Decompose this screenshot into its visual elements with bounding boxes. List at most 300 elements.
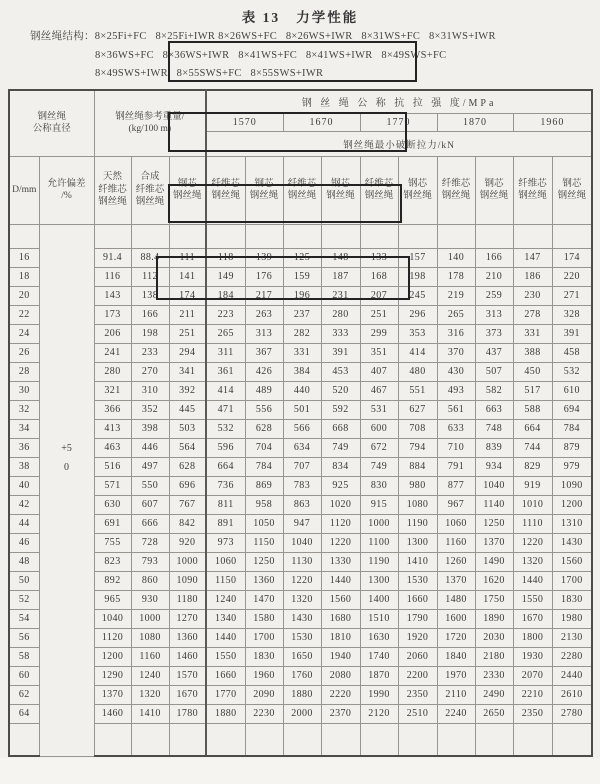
value-cell: 628 [245,419,283,438]
value-cell: 480 [398,362,437,381]
value-cell: 1160 [437,533,475,552]
value-cell: 280 [321,305,360,324]
value-cell: 2080 [321,666,360,685]
spacer-cell [360,224,398,248]
value-cell: 1320 [283,590,321,609]
filler-cell [169,723,206,756]
diameter-value: 34 [9,419,39,438]
value-cell: 219 [437,286,475,305]
value-cell: 1940 [321,647,360,666]
value-cell: 2220 [321,685,360,704]
value-cell: 331 [283,343,321,362]
structure-line-3: 8×49SWS+IWR 8×55SWS+FC 8×55SWS+IWR [95,68,324,79]
value-cell: 211 [169,305,206,324]
value-cell: 830 [360,476,398,495]
value-cell: 299 [360,324,398,343]
value-cell: 1720 [437,628,475,647]
annotation-box-structure [168,41,417,82]
value-cell: 1250 [475,514,513,533]
value-cell: 231 [321,286,360,305]
value-cell: 91.4 [94,248,131,267]
value-cell: 728 [131,533,169,552]
col-synthetic-fiber-core: 合成 纤维芯 钢丝绳 [131,156,169,224]
value-cell: 111 [169,248,206,267]
value-cell: 1040 [475,476,513,495]
value-cell: 407 [360,362,398,381]
diameter-value: 48 [9,552,39,571]
deviation-value: 0 [64,462,69,473]
diameter-value: 64 [9,704,39,723]
value-cell: 1960 [245,666,283,685]
filler-cell [206,723,245,756]
value-cell: 663 [475,400,513,419]
deviation-cell [39,224,94,756]
value-cell: 1250 [245,552,283,571]
diameter-value: 18 [9,267,39,286]
structure-line-2: 8×36WS+FC 8×36WS+IWR 8×41WS+FC 8×41WS+IWR 8×49SWS+FC [95,49,447,61]
value-cell: 259 [475,286,513,305]
structure-line-1: 钢丝绳结构：8×25Fi+FC 8×25Fi+IWR 8×26WS+FC 8×26WS+IWR 8×31WS+FC 8×31WS+IWR [30,31,496,42]
diameter-value: 24 [9,324,39,343]
value-cell: 1920 [398,628,437,647]
diameter-value: 54 [9,609,39,628]
value-cell: 566 [283,419,321,438]
value-cell: 1130 [283,552,321,571]
value-cell: 168 [360,267,398,286]
spacer-cell [206,224,245,248]
value-cell: 1320 [131,685,169,704]
col-deviation: 允许偏差 /% [39,156,94,224]
value-cell: 920 [169,533,206,552]
value-cell: 600 [360,419,398,438]
value-cell: 147 [513,248,552,267]
value-cell: 414 [398,343,437,362]
value-cell: 207 [360,286,398,305]
table-row-d34 [9,419,592,438]
value-cell: 915 [360,495,398,514]
table-row-d46 [9,533,592,552]
col-steel-core-1770: 钢芯 钢丝绳 [398,156,437,224]
value-cell: 1190 [360,552,398,571]
value-cell: 1090 [552,476,592,495]
value-cell: 1110 [513,514,552,533]
value-cell: 2370 [321,704,360,723]
value-cell: 892 [94,571,131,590]
value-cell: 198 [131,324,169,343]
page-title: 表 13 力学性能 [241,10,359,25]
value-cell: 316 [437,324,475,343]
value-cell: 842 [169,514,206,533]
value-cell: 1010 [513,495,552,514]
value-cell: 1060 [206,552,245,571]
value-cell: 561 [437,400,475,419]
page-bottom-margin [0,758,600,784]
value-cell: 458 [552,343,592,362]
value-cell: 571 [94,476,131,495]
value-cell: 278 [513,305,552,324]
value-cell: 1830 [245,647,283,666]
value-cell: 2280 [552,647,592,666]
col-steel-core-1570: 钢芯 钢丝绳 [245,156,283,224]
value-cell: 251 [360,305,398,324]
value-cell: 1600 [437,609,475,628]
value-cell: 860 [131,571,169,590]
value-cell: 1460 [169,647,206,666]
value-cell: 925 [321,476,360,495]
value-cell: 263 [245,305,283,324]
value-cell: 198 [398,267,437,286]
table-row-d38 [9,457,592,476]
value-cell: 947 [283,514,321,533]
value-cell: 696 [169,476,206,495]
value-cell: 1660 [398,590,437,609]
value-cell: 141 [169,267,206,286]
value-cell: 627 [398,400,437,419]
table-row-d26 [9,343,592,362]
value-cell: 1970 [437,666,475,685]
annotation-box-rows-16-20 [156,256,410,300]
value-cell: 1630 [360,628,398,647]
filler-cell [131,723,169,756]
col-steel-core-weight: 钢芯 钢丝绳 [169,156,206,224]
value-cell: 607 [131,495,169,514]
diameter-value: 46 [9,533,39,552]
value-cell: 1120 [94,628,131,647]
value-cell: 967 [437,495,475,514]
value-cell: 634 [283,438,321,457]
value-cell: 493 [437,381,475,400]
value-cell: 1510 [360,609,398,628]
value-cell: 391 [321,343,360,362]
value-cell: 271 [552,286,592,305]
annotation-box-grades [168,112,407,152]
diameter-value: 28 [9,362,39,381]
table-row-d64 [9,704,592,723]
value-cell: 2230 [245,704,283,723]
value-cell: 980 [398,476,437,495]
spacer-cell [437,224,475,248]
value-cell: 176 [245,267,283,286]
value-cell: 463 [94,438,131,457]
value-cell: 1150 [206,571,245,590]
value-cell: 1340 [206,609,245,628]
value-cell: 310 [131,381,169,400]
value-cell: 1220 [321,533,360,552]
value-cell: 2210 [513,685,552,704]
value-cell: 2240 [437,704,475,723]
value-cell: 979 [552,457,592,476]
value-cell: 186 [513,267,552,286]
value-cell: 497 [131,457,169,476]
value-cell: 965 [94,590,131,609]
table-row-d50 [9,571,592,590]
value-cell: 166 [475,248,513,267]
value-cell: 413 [94,419,131,438]
value-cell: 784 [552,419,592,438]
value-cell: 1360 [245,571,283,590]
value-cell: 1000 [360,514,398,533]
value-cell: 839 [475,438,513,457]
value-cell: 373 [475,324,513,343]
filler-cell [245,723,283,756]
value-cell: 877 [437,476,475,495]
value-cell: 551 [398,381,437,400]
value-cell: 507 [475,362,513,381]
value-cell: 793 [131,552,169,571]
value-cell: 1430 [552,533,592,552]
value-cell: 1480 [437,590,475,609]
value-cell: 351 [360,343,398,362]
value-cell: 1670 [513,609,552,628]
value-cell: 1790 [398,609,437,628]
spacer-row [9,224,592,248]
value-cell: 596 [206,438,245,457]
filler-cell [475,723,513,756]
value-cell: 265 [437,305,475,324]
value-cell: 1580 [245,609,283,628]
grade-1960: 1960 [513,113,592,131]
value-cell: 668 [321,419,360,438]
value-cell: 1770 [206,685,245,704]
value-cell: 582 [475,381,513,400]
table-row-d54 [9,609,592,628]
value-cell: 1570 [169,666,206,685]
value-cell: 223 [206,305,245,324]
value-cell: 245 [398,286,437,305]
value-cell: 1650 [283,647,321,666]
value-cell: 891 [206,514,245,533]
value-cell: 333 [321,324,360,343]
value-cell: 352 [131,400,169,419]
value-cell: 196 [283,286,321,305]
table-row-d32 [9,400,592,419]
value-cell: 1810 [321,628,360,647]
value-cell: 628 [169,457,206,476]
value-cell: 1020 [321,495,360,514]
value-cell: 1160 [131,647,169,666]
value-cell: 1550 [206,647,245,666]
value-cell: 1140 [475,495,513,514]
value-cell: 2180 [475,647,513,666]
value-cell: 1550 [513,590,552,609]
value-cell: 1200 [552,495,592,514]
value-cell: 749 [321,438,360,457]
value-cell: 321 [94,381,131,400]
value-cell: 791 [437,457,475,476]
value-cell: 139 [245,248,283,267]
value-cell: 736 [206,476,245,495]
value-cell: 1190 [398,514,437,533]
value-cell: 414 [206,381,245,400]
value-cell: 446 [131,438,169,457]
value-cell: 133 [360,248,398,267]
value-cell: 2610 [552,685,592,704]
value-cell: 270 [131,362,169,381]
value-cell: 450 [513,362,552,381]
value-cell: 783 [283,476,321,495]
value-cell: 388 [513,343,552,362]
value-cell: 704 [245,438,283,457]
value-cell: 265 [206,324,245,343]
value-cell: 220 [552,267,592,286]
diameter-value: 50 [9,571,39,590]
value-cell: 1060 [437,514,475,533]
value-cell: 398 [131,419,169,438]
value-cell: 437 [475,343,513,362]
diameter-value: 40 [9,476,39,495]
col-fiber-core-1960: 纤维芯 钢丝绳 [513,156,552,224]
value-cell: 1430 [283,609,321,628]
diameter-value: 30 [9,381,39,400]
diameter-value: 52 [9,590,39,609]
value-cell: 517 [513,381,552,400]
value-cell: 241 [94,343,131,362]
value-cell: 691 [94,514,131,533]
col-steel-core-1960: 钢芯 钢丝绳 [552,156,592,224]
value-cell: 1460 [94,704,131,723]
value-cell: 143 [94,286,131,305]
value-cell: 296 [398,305,437,324]
value-cell: 311 [206,343,245,362]
spacer-cell [552,224,592,248]
value-cell: 588 [513,400,552,419]
weight-header: 钢丝绳参考重量/ (kg/100 m) [94,90,206,156]
value-cell: 823 [94,552,131,571]
value-cell: 811 [206,495,245,514]
tensile-strength-header: 钢 丝 绳 公 称 抗 拉 强 度/MPa [206,90,592,113]
value-cell: 1000 [131,609,169,628]
value-cell: 280 [94,362,131,381]
value-cell: 361 [206,362,245,381]
value-cell: 863 [283,495,321,514]
value-cell: 294 [169,343,206,362]
value-cell: 2030 [475,628,513,647]
value-cell: 2440 [552,666,592,685]
table-row-d60 [9,666,592,685]
value-cell: 2060 [398,647,437,666]
value-cell: 1560 [552,552,592,571]
value-cell: 710 [437,438,475,457]
value-cell: 767 [169,495,206,514]
value-cell: 672 [360,438,398,457]
value-cell: 1370 [437,571,475,590]
filler-cell [398,723,437,756]
value-cell: 1490 [475,552,513,571]
table-row-d28 [9,362,592,381]
value-cell: 426 [245,362,283,381]
value-cell: 282 [283,324,321,343]
filler-cell [9,723,39,756]
value-cell: 749 [360,457,398,476]
diameter-value: 58 [9,647,39,666]
value-cell: 1050 [245,514,283,533]
value-cell: 1530 [283,628,321,647]
value-cell: 140 [437,248,475,267]
value-cell: 1740 [360,647,398,666]
value-cell: 116 [94,267,131,286]
value-cell: 930 [131,590,169,609]
filler-cell [321,723,360,756]
value-cell: 118 [206,248,245,267]
grade-1870: 1870 [437,113,513,131]
value-cell: 1090 [169,571,206,590]
spacer-cell [9,224,39,248]
value-cell: 1320 [513,552,552,571]
value-cell: 166 [131,305,169,324]
value-cell: 178 [437,267,475,286]
value-cell: 1000 [169,552,206,571]
value-cell: 1680 [321,609,360,628]
value-cell: 1370 [94,685,131,704]
value-cell: 610 [552,381,592,400]
value-cell: 1220 [513,533,552,552]
value-cell: 367 [245,343,283,362]
value-cell: 2780 [552,704,592,723]
value-cell: 230 [513,286,552,305]
value-cell: 1410 [398,552,437,571]
value-cell: 370 [437,343,475,362]
filler-row [9,723,592,756]
table-row-d22 [9,305,592,324]
spacer-cell [245,224,283,248]
value-cell: 1290 [94,666,131,685]
value-cell: 1990 [360,685,398,704]
table-row-d24 [9,324,592,343]
table-row-d56 [9,628,592,647]
value-cell: 755 [94,533,131,552]
diameter-value: 44 [9,514,39,533]
filler-cell [437,723,475,756]
filler-cell [283,723,321,756]
value-cell: 430 [437,362,475,381]
value-cell: 694 [552,400,592,419]
value-cell: 1410 [131,704,169,723]
value-cell: 1040 [283,533,321,552]
value-cell: 1330 [321,552,360,571]
spacer-cell [321,224,360,248]
col-fiber-core-1670: 纤维芯 钢丝绳 [283,156,321,224]
spacer-cell [513,224,552,248]
value-cell: 707 [283,457,321,476]
col-fiber-core-1870: 纤维芯 钢丝绳 [437,156,475,224]
table-row-d58 [9,647,592,666]
value-cell: 313 [475,305,513,324]
value-cell: 919 [513,476,552,495]
value-cell: 564 [169,438,206,457]
value-cell: 834 [321,457,360,476]
diameter-value: 16 [9,248,39,267]
value-cell: 664 [513,419,552,438]
value-cell: 353 [398,324,437,343]
value-cell: 2120 [360,704,398,723]
value-cell: 1440 [513,571,552,590]
value-cell: 445 [169,400,206,419]
value-cell: 1440 [321,571,360,590]
value-cell: 531 [360,400,398,419]
value-cell: 1120 [321,514,360,533]
value-cell: 2350 [513,704,552,723]
value-cell: 1080 [398,495,437,514]
spacer-cell [398,224,437,248]
value-cell: 1780 [169,704,206,723]
filler-cell [552,723,592,756]
value-cell: 233 [131,343,169,362]
value-cell: 2350 [398,685,437,704]
value-cell: 1300 [360,571,398,590]
table-row-d48 [9,552,592,571]
value-cell: 328 [552,305,592,324]
value-cell: 532 [206,419,245,438]
